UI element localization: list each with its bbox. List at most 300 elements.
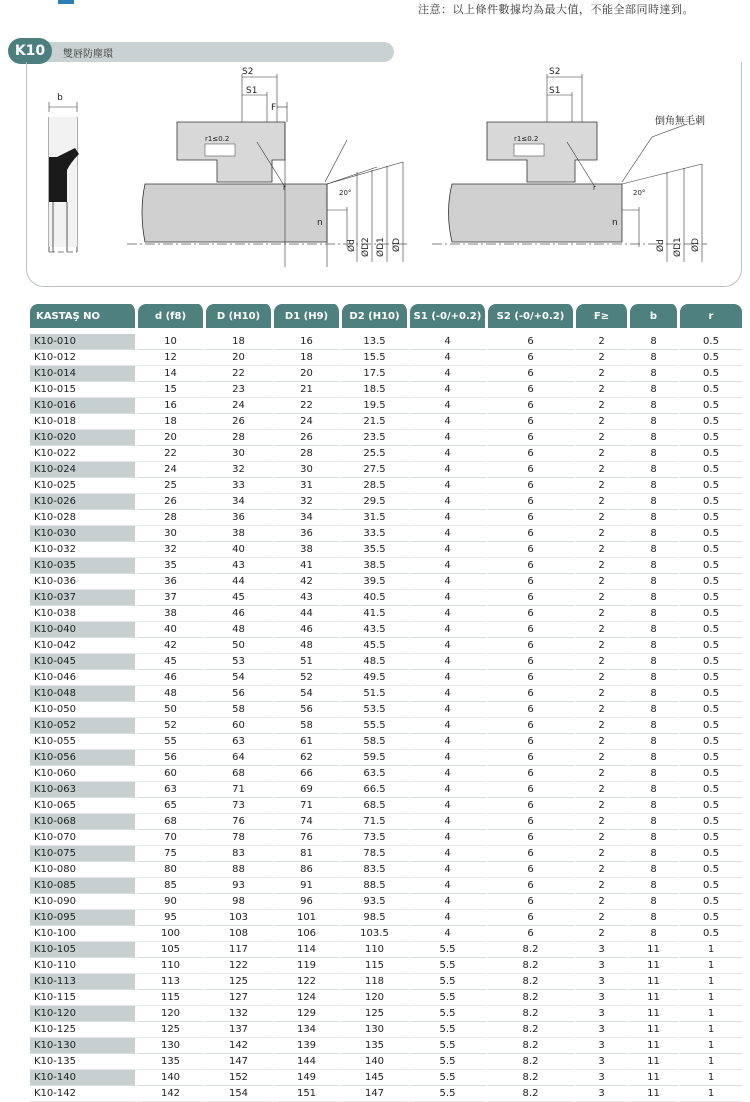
column-header: D (H10) xyxy=(206,304,274,328)
table-cell: 0.5 xyxy=(680,366,742,382)
table-cell: 61 xyxy=(274,734,342,750)
table-cell: 8.2 xyxy=(488,1070,576,1086)
table-cell: 11 xyxy=(630,1070,680,1086)
table-cell: 6 xyxy=(488,702,576,718)
table-cell: 6 xyxy=(488,814,576,830)
table-cell: 0.5 xyxy=(680,734,742,750)
table-cell: 30 xyxy=(274,462,342,478)
table-cell: 3 xyxy=(576,1054,630,1070)
label-b: b xyxy=(57,93,63,103)
table-cell: 51.5 xyxy=(342,686,410,702)
table-cell: 13.5 xyxy=(342,334,410,350)
part-number-cell: K10-142 xyxy=(30,1086,138,1102)
table-row xyxy=(30,1070,742,1086)
table-cell: 154 xyxy=(206,1086,274,1102)
table-cell: 17.5 xyxy=(342,366,410,382)
table-cell: 2 xyxy=(576,830,630,846)
table-cell: 8.2 xyxy=(488,1038,576,1054)
part-number-cell: K10-042 xyxy=(30,638,138,654)
part-number-cell: K10-026 xyxy=(30,494,138,510)
table-cell: 135 xyxy=(342,1038,410,1054)
table-cell: 1 xyxy=(680,990,742,1006)
table-row xyxy=(30,782,742,798)
table-cell: 73 xyxy=(206,798,274,814)
table-cell: 0.5 xyxy=(680,766,742,782)
table-cell: 6 xyxy=(488,878,576,894)
part-number-cell: K10-120 xyxy=(30,1006,138,1022)
table-cell: 0.5 xyxy=(680,542,742,558)
table-row xyxy=(30,430,742,446)
part-number-cell: K10-055 xyxy=(30,734,138,750)
table-cell: 3 xyxy=(576,1086,630,1102)
table-cell: 103.5 xyxy=(342,926,410,942)
table-cell: 11 xyxy=(630,1006,680,1022)
table-row xyxy=(30,558,742,574)
table-cell: 4 xyxy=(410,398,488,414)
table-cell: 24 xyxy=(138,462,206,478)
table-cell: 41 xyxy=(274,558,342,574)
table-cell: 0.5 xyxy=(680,814,742,830)
table-cell: 8.2 xyxy=(488,958,576,974)
table-cell: 4 xyxy=(410,766,488,782)
table-cell: 6 xyxy=(488,478,576,494)
table-row xyxy=(30,766,742,782)
table-cell: 63 xyxy=(206,734,274,750)
table-cell: 4 xyxy=(410,734,488,750)
table-cell: 122 xyxy=(206,958,274,974)
table-cell: 38 xyxy=(274,542,342,558)
table-cell: 118 xyxy=(342,974,410,990)
table-cell: 30 xyxy=(138,526,206,542)
table-cell: 64 xyxy=(206,750,274,766)
housing-diagram-left xyxy=(127,67,407,267)
table-cell: 119 xyxy=(274,958,342,974)
table-cell: 25 xyxy=(138,478,206,494)
table-cell: 88 xyxy=(206,862,274,878)
table-cell: 10 xyxy=(138,334,206,350)
part-number-cell: K10-075 xyxy=(30,846,138,862)
table-row xyxy=(30,606,742,622)
table-cell: 3 xyxy=(576,942,630,958)
table-cell: 4 xyxy=(410,446,488,462)
table-row xyxy=(30,974,742,990)
table-cell: 2 xyxy=(576,414,630,430)
table-cell: 139 xyxy=(274,1038,342,1054)
table-cell: 122 xyxy=(274,974,342,990)
table-cell: 125 xyxy=(206,974,274,990)
table-cell: 8 xyxy=(630,782,680,798)
table-cell: 5.5 xyxy=(410,958,488,974)
table-cell: 4 xyxy=(410,830,488,846)
label-n-right: n xyxy=(612,218,618,228)
part-number-cell: K10-015 xyxy=(30,382,138,398)
table-cell: 50 xyxy=(206,638,274,654)
column-header: S1 (-0/+0.2) xyxy=(410,304,488,328)
table-cell: 11 xyxy=(630,1054,680,1070)
table-cell: 0.5 xyxy=(680,558,742,574)
table-row xyxy=(30,862,742,878)
table-cell: 134 xyxy=(274,1022,342,1038)
table-cell: 6 xyxy=(488,606,576,622)
table-cell: 6 xyxy=(488,558,576,574)
table-cell: 8 xyxy=(630,494,680,510)
label-d2-left: ØD2 xyxy=(361,237,371,257)
table-cell: 85 xyxy=(138,878,206,894)
part-number-cell: K10-022 xyxy=(30,446,138,462)
table-cell: 45 xyxy=(206,590,274,606)
table-cell: 0.5 xyxy=(680,894,742,910)
table-cell: 38 xyxy=(206,526,274,542)
table-cell: 5.5 xyxy=(410,1054,488,1070)
table-cell: 45 xyxy=(138,654,206,670)
table-cell: 6 xyxy=(488,798,576,814)
table-cell: 16 xyxy=(274,334,342,350)
table-cell: 1 xyxy=(680,1006,742,1022)
part-number-cell: K10-046 xyxy=(30,670,138,686)
table-cell: 6 xyxy=(488,670,576,686)
table-cell: 1 xyxy=(680,1086,742,1102)
table-row xyxy=(30,686,742,702)
table-cell: 2 xyxy=(576,510,630,526)
table-cell: 43.5 xyxy=(342,622,410,638)
table-cell: 53.5 xyxy=(342,702,410,718)
table-cell: 4 xyxy=(410,654,488,670)
table-cell: 48 xyxy=(274,638,342,654)
table-cell: 6 xyxy=(488,894,576,910)
label-angle-right: 20° xyxy=(633,189,646,197)
table-cell: 66 xyxy=(274,766,342,782)
table-cell: 49.5 xyxy=(342,670,410,686)
table-cell: 48 xyxy=(138,686,206,702)
table-cell: 8 xyxy=(630,478,680,494)
table-cell: 8.2 xyxy=(488,1006,576,1022)
table-cell: 4 xyxy=(410,478,488,494)
table-cell: 78 xyxy=(206,830,274,846)
part-number-cell: K10-085 xyxy=(30,878,138,894)
table-row xyxy=(30,414,742,430)
table-cell: 4 xyxy=(410,542,488,558)
table-cell: 4 xyxy=(410,926,488,942)
table-cell: 0.5 xyxy=(680,750,742,766)
part-number-cell: K10-070 xyxy=(30,830,138,846)
table-cell: 2 xyxy=(576,558,630,574)
table-cell: 8 xyxy=(630,830,680,846)
part-number-cell: K10-036 xyxy=(30,574,138,590)
table-cell: 55.5 xyxy=(342,718,410,734)
part-number-cell: K10-060 xyxy=(30,766,138,782)
table-cell: 54 xyxy=(274,686,342,702)
table-cell: 4 xyxy=(410,814,488,830)
table-cell: 58 xyxy=(206,702,274,718)
table-cell: 62 xyxy=(274,750,342,766)
table-cell: 6 xyxy=(488,366,576,382)
table-cell: 5.5 xyxy=(410,1070,488,1086)
table-cell: 36 xyxy=(138,574,206,590)
table-cell: 0.5 xyxy=(680,782,742,798)
table-cell: 65 xyxy=(138,798,206,814)
table-row xyxy=(30,494,742,510)
table-row xyxy=(30,926,742,942)
table-cell: 15.5 xyxy=(342,350,410,366)
table-cell: 2 xyxy=(576,782,630,798)
part-number-cell: K10-030 xyxy=(30,526,138,542)
table-cell: 2 xyxy=(576,366,630,382)
table-cell: 18 xyxy=(274,350,342,366)
table-cell: 0.5 xyxy=(680,846,742,862)
table-cell: 1 xyxy=(680,942,742,958)
table-cell: 3 xyxy=(576,1070,630,1086)
column-header: F≥ xyxy=(576,304,630,328)
table-cell: 2 xyxy=(576,686,630,702)
table-cell: 71.5 xyxy=(342,814,410,830)
table-cell: 137 xyxy=(206,1022,274,1038)
part-number-cell: K10-052 xyxy=(30,718,138,734)
table-cell: 8 xyxy=(630,686,680,702)
label-d1-right: ØD1 xyxy=(673,237,683,257)
column-header: D2 (H10) xyxy=(342,304,410,328)
label-r-right: r xyxy=(593,184,596,192)
table-cell: 8 xyxy=(630,814,680,830)
part-number-cell: K10-056 xyxy=(30,750,138,766)
table-cell: 71 xyxy=(206,782,274,798)
table-cell: 4 xyxy=(410,462,488,478)
table-row xyxy=(30,526,742,542)
table-cell: 8 xyxy=(630,526,680,542)
table-cell: 127 xyxy=(206,990,274,1006)
table-cell: 8.2 xyxy=(488,942,576,958)
table-cell: 2 xyxy=(576,462,630,478)
table-cell: 32 xyxy=(138,542,206,558)
table-cell: 74 xyxy=(274,814,342,830)
table-cell: 4 xyxy=(410,414,488,430)
table-cell: 60 xyxy=(138,766,206,782)
part-number-cell: K10-010 xyxy=(30,334,138,350)
table-cell: 152 xyxy=(206,1070,274,1086)
table-cell: 2 xyxy=(576,478,630,494)
table-cell: 0.5 xyxy=(680,510,742,526)
table-cell: 30 xyxy=(206,446,274,462)
label-D-left: ØD xyxy=(392,237,402,252)
table-cell: 66.5 xyxy=(342,782,410,798)
table-row xyxy=(30,734,742,750)
table-cell: 4 xyxy=(410,750,488,766)
table-cell: 95 xyxy=(138,910,206,926)
table-cell: 4 xyxy=(410,622,488,638)
table-cell: 120 xyxy=(342,990,410,1006)
table-cell: 0.5 xyxy=(680,526,742,542)
table-cell: 1 xyxy=(680,1054,742,1070)
table-cell: 0.5 xyxy=(680,462,742,478)
table-cell: 28.5 xyxy=(342,478,410,494)
table-cell: 5.5 xyxy=(410,974,488,990)
table-row xyxy=(30,750,742,766)
table-cell: 0.5 xyxy=(680,430,742,446)
table-cell: 8 xyxy=(630,510,680,526)
table-cell: 20 xyxy=(206,350,274,366)
table-cell: 6 xyxy=(488,446,576,462)
table-cell: 56 xyxy=(274,702,342,718)
table-cell: 37 xyxy=(138,590,206,606)
table-cell: 6 xyxy=(488,846,576,862)
table-cell: 11 xyxy=(630,942,680,958)
table-cell: 8 xyxy=(630,894,680,910)
table-cell: 2 xyxy=(576,766,630,782)
table-cell: 4 xyxy=(410,798,488,814)
part-number-cell: K10-045 xyxy=(30,654,138,670)
diagram-panel xyxy=(26,62,742,287)
table-cell: 4 xyxy=(410,430,488,446)
housing-diagram-right xyxy=(432,67,707,262)
table-cell: 0.5 xyxy=(680,702,742,718)
table-row xyxy=(30,990,742,1006)
table-cell: 0.5 xyxy=(680,414,742,430)
table-cell: 18 xyxy=(138,414,206,430)
table-row xyxy=(30,798,742,814)
table-cell: 76 xyxy=(274,830,342,846)
part-number-cell: K10-063 xyxy=(30,782,138,798)
table-cell: 5.5 xyxy=(410,1086,488,1102)
notice-text: 注意：以上條件數據均為最大值，不能全部同時達到。 xyxy=(418,3,694,16)
part-number-cell: K10-095 xyxy=(30,910,138,926)
table-cell: 8 xyxy=(630,350,680,366)
table-cell: 12 xyxy=(138,350,206,366)
table-cell: 48.5 xyxy=(342,654,410,670)
table-cell: 2 xyxy=(576,718,630,734)
label-d-left: Ød xyxy=(347,239,357,252)
part-number-cell: K10-080 xyxy=(30,862,138,878)
table-cell: 28 xyxy=(274,446,342,462)
table-cell: 147 xyxy=(342,1086,410,1102)
table-row xyxy=(30,654,742,670)
table-cell: 21 xyxy=(274,382,342,398)
table-cell: 93.5 xyxy=(342,894,410,910)
column-header: d (f8) xyxy=(138,304,206,328)
table-cell: 8 xyxy=(630,574,680,590)
part-number-cell: K10-040 xyxy=(30,622,138,638)
table-cell: 110 xyxy=(138,958,206,974)
table-cell: 142 xyxy=(206,1038,274,1054)
part-number-cell: K10-050 xyxy=(30,702,138,718)
table-cell: 8 xyxy=(630,622,680,638)
table-cell: 108 xyxy=(206,926,274,942)
table-cell: 2 xyxy=(576,622,630,638)
part-number-cell: K10-125 xyxy=(30,1022,138,1038)
table-cell: 44 xyxy=(206,574,274,590)
table-cell: 2 xyxy=(576,574,630,590)
table-cell: 39.5 xyxy=(342,574,410,590)
table-cell: 68.5 xyxy=(342,798,410,814)
part-number-cell: K10-115 xyxy=(30,990,138,1006)
table-cell: 18 xyxy=(206,334,274,350)
table-cell: 15 xyxy=(138,382,206,398)
table-cell: 4 xyxy=(410,638,488,654)
table-cell: 44 xyxy=(274,606,342,622)
table-cell: 6 xyxy=(488,526,576,542)
table-cell: 6 xyxy=(488,638,576,654)
table-cell: 1 xyxy=(680,1038,742,1054)
table-cell: 36 xyxy=(206,510,274,526)
table-cell: 4 xyxy=(410,590,488,606)
table-cell: 4 xyxy=(410,862,488,878)
part-number-cell: K10-016 xyxy=(30,398,138,414)
table-cell: 56 xyxy=(138,750,206,766)
table-cell: 8 xyxy=(630,670,680,686)
table-cell: 100 xyxy=(138,926,206,942)
table-cell: 70 xyxy=(138,830,206,846)
table-cell: 8 xyxy=(630,414,680,430)
table-cell: 8.2 xyxy=(488,1086,576,1102)
label-s1-left: S1 xyxy=(246,86,258,96)
table-cell: 48 xyxy=(206,622,274,638)
table-cell: 0.5 xyxy=(680,398,742,414)
table-cell: 68 xyxy=(138,814,206,830)
part-number-cell: K10-038 xyxy=(30,606,138,622)
part-number-cell: K10-032 xyxy=(30,542,138,558)
table-cell: 8 xyxy=(630,590,680,606)
table-cell: 6 xyxy=(488,782,576,798)
table-cell: 8 xyxy=(630,382,680,398)
table-row xyxy=(30,478,742,494)
table-cell: 8 xyxy=(630,926,680,942)
table-cell: 6 xyxy=(488,334,576,350)
label-d1-left: ØD1 xyxy=(376,237,386,257)
table-cell: 38 xyxy=(138,606,206,622)
table-cell: 51 xyxy=(274,654,342,670)
table-cell: 22 xyxy=(206,366,274,382)
table-cell: 2 xyxy=(576,910,630,926)
table-cell: 5.5 xyxy=(410,1038,488,1054)
table-cell: 26 xyxy=(138,494,206,510)
table-cell: 106 xyxy=(274,926,342,942)
table-row xyxy=(30,622,742,638)
table-cell: 2 xyxy=(576,430,630,446)
table-cell: 29.5 xyxy=(342,494,410,510)
table-cell: 8 xyxy=(630,398,680,414)
table-cell: 110 xyxy=(342,942,410,958)
table-cell: 4 xyxy=(410,782,488,798)
table-cell: 11 xyxy=(630,1086,680,1102)
table-row xyxy=(30,1054,742,1070)
table-row xyxy=(30,542,742,558)
table-cell: 2 xyxy=(576,926,630,942)
table-cell: 117 xyxy=(206,942,274,958)
table-cell: 63 xyxy=(138,782,206,798)
table-cell: 6 xyxy=(488,430,576,446)
table-cell: 18.5 xyxy=(342,382,410,398)
table-cell: 2 xyxy=(576,894,630,910)
table-cell: 2 xyxy=(576,734,630,750)
table-cell: 21.5 xyxy=(342,414,410,430)
table-cell: 3 xyxy=(576,1038,630,1054)
label-s2-right: S2 xyxy=(549,67,561,77)
table-cell: 60 xyxy=(206,718,274,734)
table-cell: 2 xyxy=(576,654,630,670)
table-cell: 11 xyxy=(630,974,680,990)
section-badge: K10 xyxy=(8,38,52,64)
table-cell: 0.5 xyxy=(680,654,742,670)
table-cell: 1 xyxy=(680,958,742,974)
table-cell: 32 xyxy=(206,462,274,478)
table-cell: 35.5 xyxy=(342,542,410,558)
table-cell: 88.5 xyxy=(342,878,410,894)
table-cell: 3 xyxy=(576,1022,630,1038)
table-cell: 58 xyxy=(274,718,342,734)
table-cell: 125 xyxy=(138,1022,206,1038)
table-row xyxy=(30,894,742,910)
table-cell: 2 xyxy=(576,526,630,542)
table-cell: 50 xyxy=(138,702,206,718)
table-cell: 40.5 xyxy=(342,590,410,606)
